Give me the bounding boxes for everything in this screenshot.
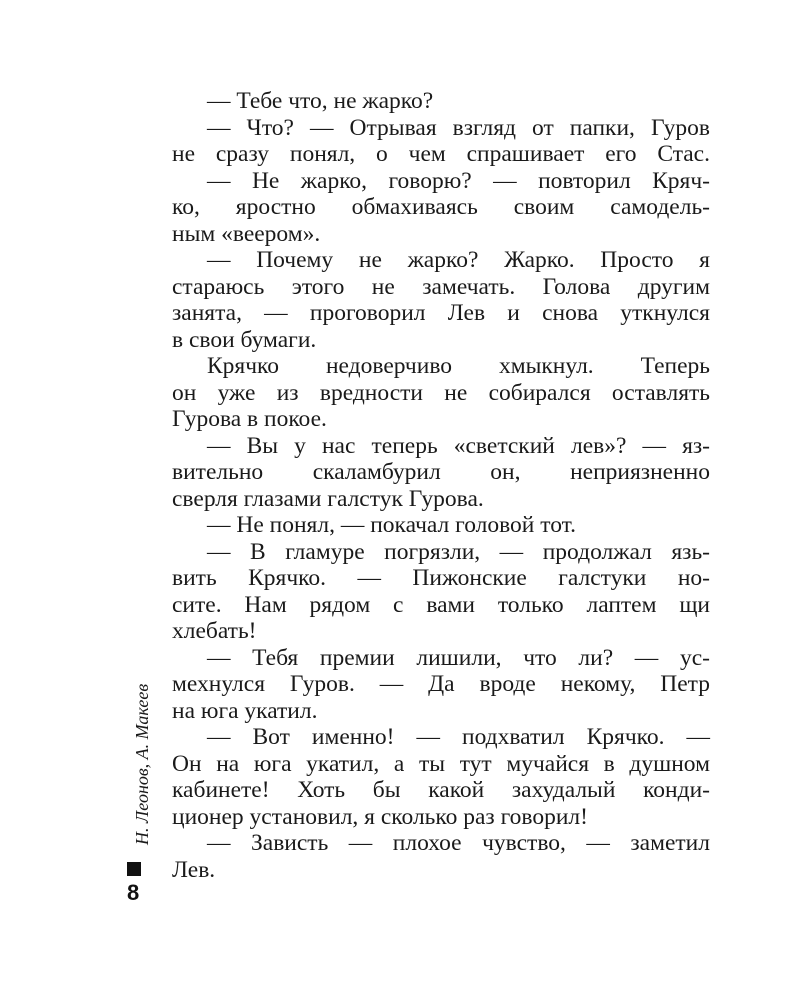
text-line: сите. Нам рядом с вами только лаптем щи <box>172 591 710 618</box>
text-line: не сразу понял, о чем спрашивает его Стас. <box>172 141 710 167</box>
text-line: Крячко недоверчиво хмыкнул. Теперь <box>207 353 710 379</box>
text-line: кабинете! Хоть бы какой захудалый конди- <box>172 777 710 803</box>
square-marker <box>127 862 141 876</box>
text-line: мехнулся Гуров. — Да вроде некому, Петр <box>172 671 710 697</box>
text-line: — Почему не жарко? Жарко. Просто я <box>207 247 710 273</box>
text-line: — Вот именно! — подхватил Крячко. — <box>207 724 710 750</box>
text-line: вить Крячко. — Пижонские галстуки но- <box>172 565 710 591</box>
text-line: хлебать! <box>172 618 257 644</box>
text-line: — Тебя премии лишили, что ли? — ус- <box>207 644 710 671</box>
text-line: Лев. <box>172 856 216 883</box>
text-line: — Тебе что, не жарко? <box>207 88 434 114</box>
text-line: — Не понял, — покачал головой тот. <box>207 512 577 538</box>
body-text <box>172 88 710 883</box>
text-line: — В гламуре погрязли, — продолжал язь- <box>207 538 710 565</box>
text-line: — Что? — Отрывая взгляд от папки, Гуров <box>207 114 710 141</box>
text-line: ко, яростно обмахиваясь своим самодель- <box>172 194 710 220</box>
text-line: ным «веером». <box>172 220 321 247</box>
text-line: Гурова в покое. <box>172 406 327 432</box>
text-line: занята, — проговорил Лев и снова уткнулся <box>172 300 710 326</box>
text-line: вительно скаламбурил он, неприязненно <box>172 459 710 485</box>
running-head: Н. Леонов, А. Макеев <box>132 683 152 845</box>
text-line: на юга укатил. <box>172 697 318 724</box>
text-line: в свои бумаги. <box>172 326 317 353</box>
text-line: сверля глазами галстук Гурова. <box>172 485 484 512</box>
page-number: 8 <box>127 880 140 905</box>
text-line: — Не жарко, говорю? — повторил Кряч- <box>207 167 710 194</box>
text-line: Он на юга укатил, а ты тут мучайся в душном <box>172 750 710 777</box>
text-line: ционер установил, я сколько раз говорил! <box>172 803 588 830</box>
text-line: — Зависть — плохое чувство, — заметил <box>207 830 710 856</box>
text-line: он уже из вредности не собирался оставлять <box>172 379 710 406</box>
text-line: стараюсь этого не замечать. Голова другим <box>172 273 710 300</box>
text-line: — Вы у нас теперь «светский лев»? — яз- <box>207 432 710 459</box>
